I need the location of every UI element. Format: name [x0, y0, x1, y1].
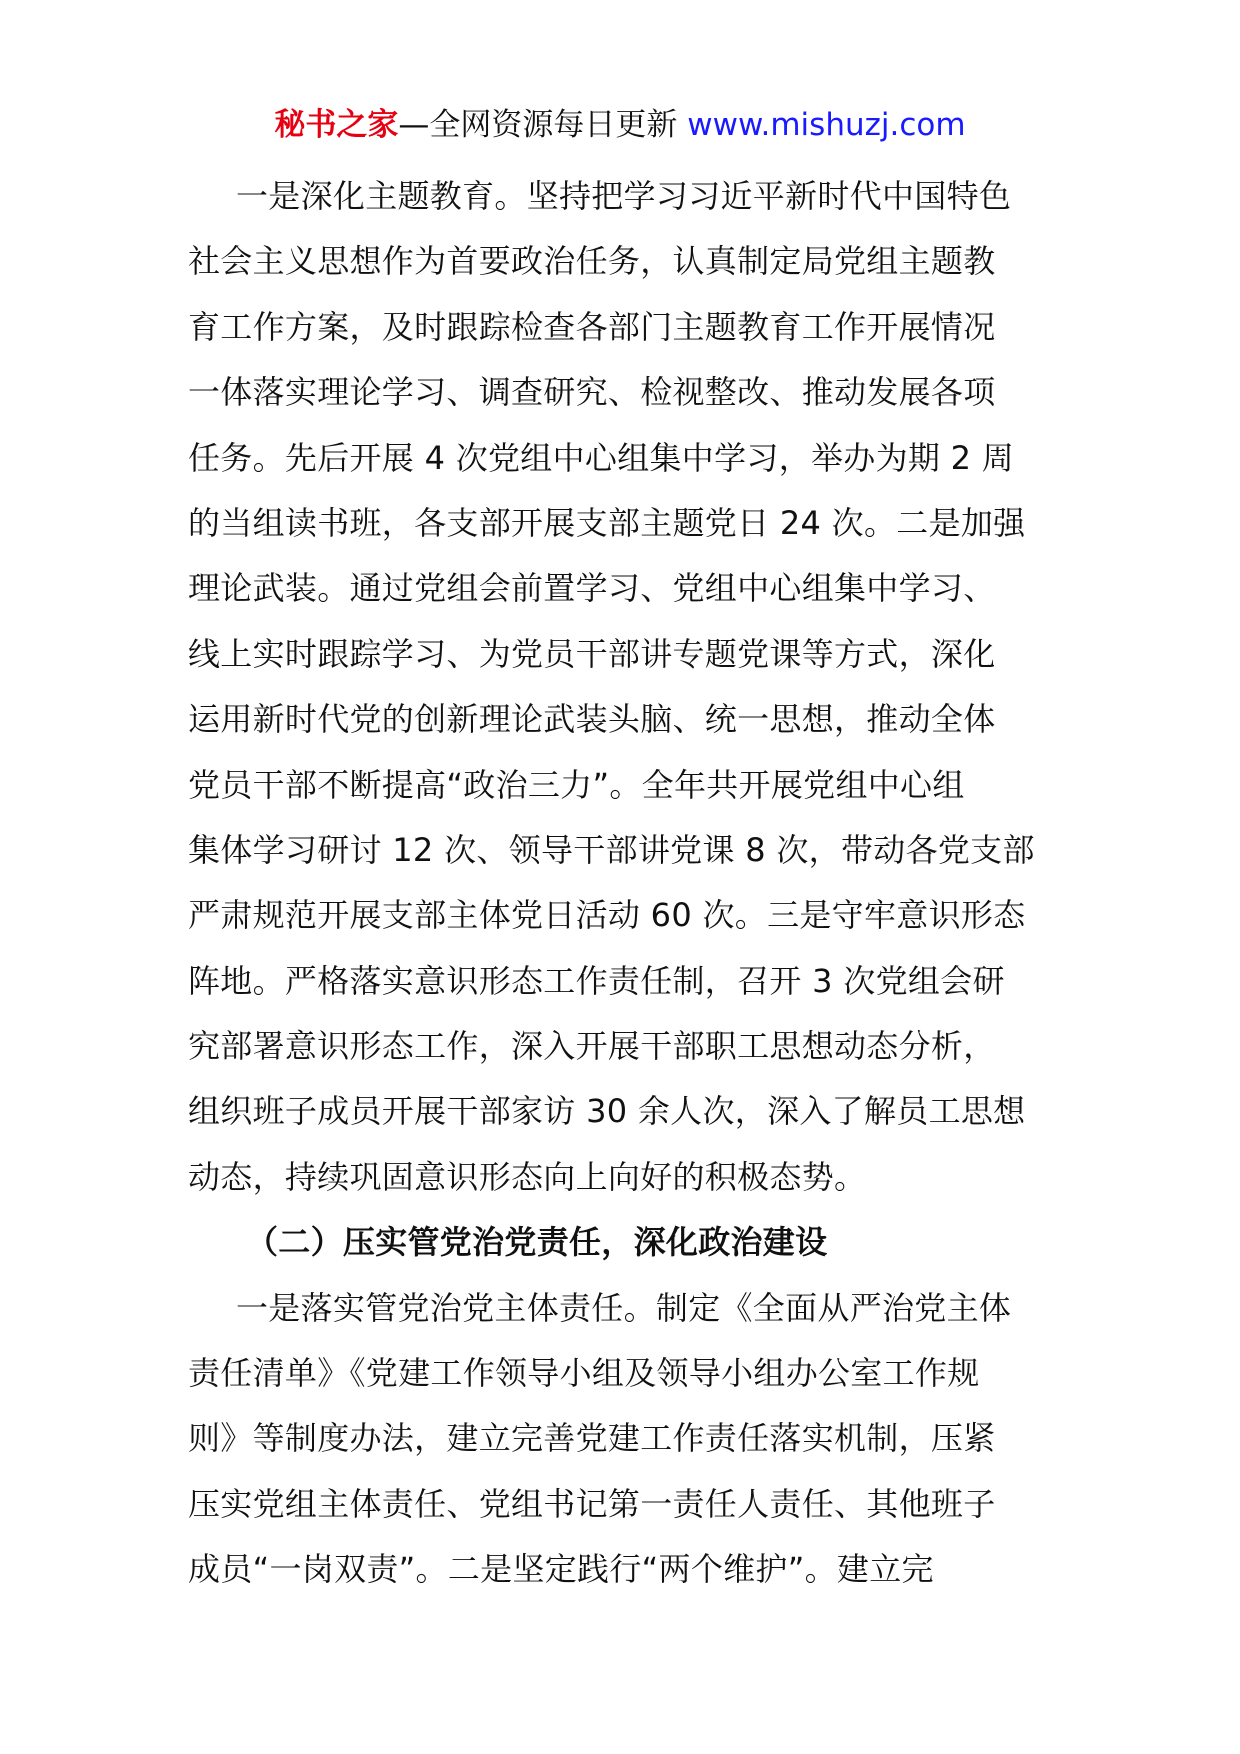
text-line: 任务。先后开展 4 次党组中心组集中学习，举办为期 2 周: [188, 438, 1015, 477]
text-line: 严肃规范开展支部主体党日活动 60 次。三是守牢意识形态: [188, 896, 1026, 935]
text-line: 压实党组主体责任、党组书记第一责任人责任、其他班子: [188, 1484, 996, 1523]
document-body: [188, 164, 1058, 1603]
text-line: 则》等制度办法，建立完善党建工作责任落实机制，压紧: [188, 1419, 996, 1458]
text-line: 责任清单》《党建工作领导小组及领导小组办公室工作规: [188, 1354, 980, 1393]
text-line: 一是落实管党治党主体责任。制定《全面从严治党主体: [236, 1288, 1012, 1327]
text-line: 一体落实理论学习、调查研究、检视整改、推动发展各项: [188, 373, 996, 412]
text-line: 成员“一岗双责”。二是坚定践行“两个维护”。建立完: [188, 1550, 934, 1589]
watermark-header: [0, 103, 1240, 147]
text-line: 育工作方案，及时跟踪检查各部门主题教育工作开展情况: [188, 307, 996, 346]
text-line: 集体学习研讨 12 次、领导干部讲党课 8 次，带动各党支部: [188, 830, 1035, 869]
text-line: 阵地。严格落实意识形态工作责任制，召开 3 次党组会研: [188, 961, 1005, 1000]
text-line: 理论武装。通过党组会前置学习、党组中心组集中学习、: [188, 569, 996, 608]
text-line: 究部署意识形态工作，深入开展干部职工思想动态分析，: [188, 1027, 996, 1066]
header-tagline: —全网资源每日更新: [398, 107, 688, 143]
text-line: 动态，持续巩固意识形态向上向好的积极态势。: [188, 1157, 867, 1196]
site-url-link[interactable]: www.mishuzj.com: [687, 107, 966, 143]
text-line: 线上实时跟踪学习、为党员干部讲专题党课等方式，深化: [188, 634, 996, 673]
brand-name: 秘书之家: [274, 107, 399, 143]
text-line: 一是深化主题教育。坚持把学习习近平新时代中国特色: [236, 177, 1012, 215]
text-line: 社会主义思想作为首要政治任务，认真制定局党组主题教: [188, 242, 996, 281]
text-line: 的当组读书班，各支部开展支部主题党日 24 次。二是加强: [188, 503, 1026, 542]
section-heading: （二）压实管党治党责任，深化政治建设: [246, 1223, 828, 1262]
text-line: 组织班子成员开展干部家访 30 余人次，深入了解员工思想: [188, 1092, 1026, 1131]
text-line: 运用新时代党的创新理论武装头脑、统一思想，推动全体: [188, 700, 996, 739]
text-line: 党员干部不断提高“政治三力”。全年共开展党组中心组: [188, 765, 965, 804]
